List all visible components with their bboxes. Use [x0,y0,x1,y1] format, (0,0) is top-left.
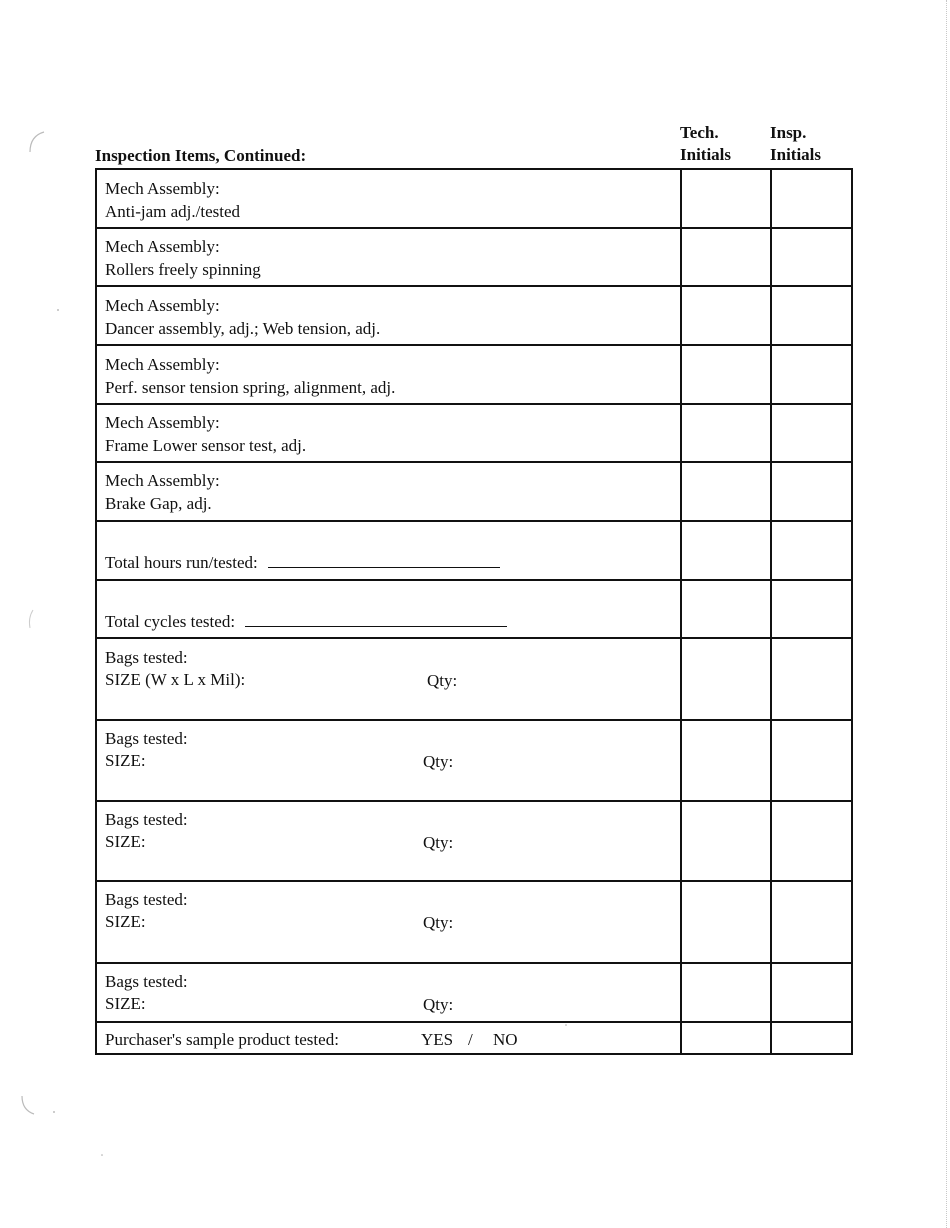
row-category: Bags tested: [105,810,188,829]
scan-mark [29,610,33,628]
scan-dot [57,309,59,311]
tech-header-line1: Tech. [680,123,719,142]
row-item: Brake Gap, adj. [105,494,212,513]
bag-qty-label: Qty: [423,913,454,932]
insp-header-line1: Insp. [770,123,807,142]
row-category: Mech Assembly: [105,355,220,374]
scan-mark [30,132,44,152]
row-category: Bags tested: [105,972,188,991]
bag-size-label: SIZE (W x L x Mil): [105,670,246,689]
row-category: Mech Assembly: [105,237,220,256]
bag-size-label: SIZE: [105,994,146,1013]
purchaser-sample-label: Purchaser's sample product tested: [105,1030,339,1049]
scan-dot [53,1111,55,1113]
row-item: Frame Lower sensor test, adj. [105,436,307,455]
total-hours-label: Total hours run/tested: [105,553,258,572]
yes-no-separator: / [468,1030,473,1049]
insp-header-line2: Initials [770,145,822,164]
row-category: Bags tested: [105,890,188,909]
bag-size-label: SIZE: [105,832,146,851]
tech-header-line2: Initials [680,145,732,164]
bag-size-label: SIZE: [105,751,146,770]
bag-size-label: SIZE: [105,912,146,931]
bag-qty-label: Qty: [423,752,454,771]
row-item: Rollers freely spinning [105,260,261,279]
yes-option[interactable]: YES [421,1030,454,1049]
scan-dot [565,1024,567,1026]
no-option[interactable]: NO [493,1030,518,1049]
row-category: Mech Assembly: [105,413,220,432]
bag-qty-label: Qty: [423,995,454,1014]
row-item: Dancer assembly, adj.; Web tension, adj. [105,319,381,338]
row-category: Mech Assembly: [105,179,220,198]
row-item: Perf. sensor tension spring, alignment, adj. [105,378,396,397]
total-cycles-label: Total cycles tested: [105,612,236,631]
row-category: Bags tested: [105,729,188,748]
scan-dot [101,1154,103,1156]
row-item: Anti-jam adj./tested [105,202,241,221]
bag-qty-label: Qty: [427,671,458,690]
row-category: Mech Assembly: [105,471,220,490]
bag-qty-label: Qty: [423,833,454,852]
row-category: Mech Assembly: [105,296,220,315]
form-section-title: Inspection Items, Continued: [95,146,307,165]
row-category: Bags tested: [105,648,188,667]
scan-mark [22,1096,34,1114]
